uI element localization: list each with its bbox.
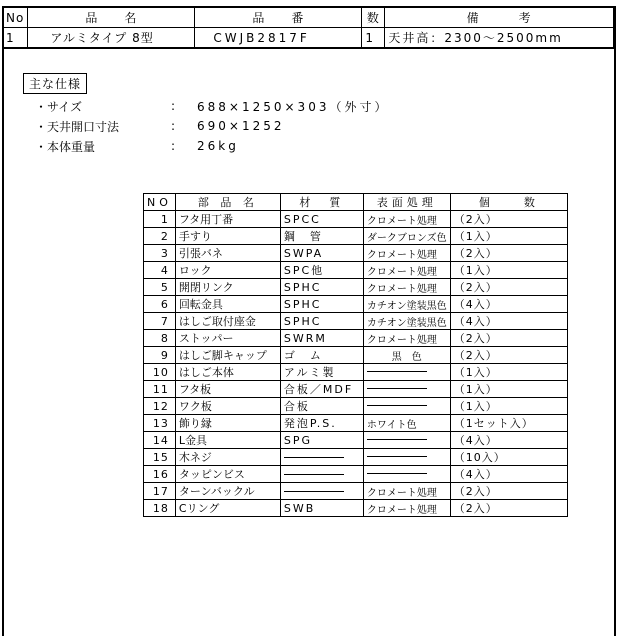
part-qty: （2入） bbox=[450, 279, 567, 296]
part-qty: （1入） bbox=[450, 262, 567, 279]
part-finish: クロメート処理 bbox=[363, 483, 450, 500]
part-qty: （2入） bbox=[450, 347, 567, 364]
product-header-table bbox=[2, 6, 614, 49]
part-qty: （1入） bbox=[450, 228, 567, 245]
spec-value: 688×1250×303（外寸） bbox=[197, 99, 390, 114]
part-material bbox=[280, 483, 363, 500]
part-finish bbox=[363, 466, 450, 483]
part-material: SWRM bbox=[280, 330, 363, 347]
part-no: 10 bbox=[144, 364, 176, 381]
part-name: タッピンビス bbox=[175, 466, 280, 483]
part-material: SPC他 bbox=[280, 262, 363, 279]
part-no: 2 bbox=[144, 228, 176, 245]
part-name: 回転金具 bbox=[175, 296, 280, 313]
part-material: SPHC bbox=[280, 313, 363, 330]
part-no: 18 bbox=[144, 500, 176, 517]
part-material: 合板 bbox=[280, 398, 363, 415]
product-name: アルミタイプ 8型 bbox=[28, 28, 195, 49]
summary-label: 主な仕様 bbox=[23, 73, 87, 94]
parts-header-finish: 表面処理 bbox=[363, 194, 450, 211]
table-row bbox=[144, 398, 568, 415]
blank-dash bbox=[367, 371, 427, 372]
part-finish: クロメート処理 bbox=[363, 245, 450, 262]
part-qty: （4入） bbox=[450, 296, 567, 313]
product-remark: 天井高：2300〜2500mm bbox=[385, 28, 614, 49]
header-name: 品 名 bbox=[28, 7, 195, 28]
part-material: SWPA bbox=[280, 245, 363, 262]
table-row bbox=[144, 347, 568, 364]
table-row bbox=[144, 262, 568, 279]
table-row bbox=[144, 415, 568, 432]
parts-header-no: NO bbox=[144, 194, 176, 211]
part-no: 12 bbox=[144, 398, 176, 415]
spec-row: ・天井開口寸法 : 690×1252 bbox=[35, 119, 285, 134]
spec-value: 26kg bbox=[197, 139, 239, 153]
part-material: 合板／MDF bbox=[280, 381, 363, 398]
part-name: ターンバックル bbox=[175, 483, 280, 500]
part-finish bbox=[363, 381, 450, 398]
part-no: 14 bbox=[144, 432, 176, 449]
part-finish bbox=[363, 449, 450, 466]
spec-label: ・本体重量 bbox=[35, 139, 96, 154]
part-name: ロック bbox=[175, 262, 280, 279]
spec-list bbox=[35, 96, 389, 156]
table-row bbox=[144, 364, 568, 381]
product-no: 1 bbox=[3, 28, 28, 49]
part-finish: ダークブロンズ色 bbox=[363, 228, 450, 245]
part-material bbox=[280, 466, 363, 483]
part-name: フタ用丁番 bbox=[175, 211, 280, 228]
part-no: 15 bbox=[144, 449, 176, 466]
part-qty: （2入） bbox=[450, 211, 567, 228]
parts-table bbox=[143, 193, 568, 517]
part-no: 8 bbox=[144, 330, 176, 347]
blank-dash bbox=[367, 388, 427, 389]
part-name: 飾り縁 bbox=[175, 415, 280, 432]
table-row bbox=[144, 279, 568, 296]
header-row bbox=[3, 7, 614, 28]
blank-dash bbox=[367, 439, 427, 440]
part-finish: クロメート処理 bbox=[363, 279, 450, 296]
part-name: ワク板 bbox=[175, 398, 280, 415]
blank-dash bbox=[284, 457, 344, 458]
product-qty: 1 bbox=[362, 28, 385, 49]
part-qty: （1入） bbox=[450, 398, 567, 415]
part-material: SPHC bbox=[280, 296, 363, 313]
part-material: 発泡P.S. bbox=[280, 415, 363, 432]
part-no: 1 bbox=[144, 211, 176, 228]
header-qty: 数 bbox=[362, 7, 385, 28]
part-qty: （1入） bbox=[450, 381, 567, 398]
part-name: 手すり bbox=[175, 228, 280, 245]
table-row bbox=[144, 211, 568, 228]
part-qty: （1入） bbox=[450, 364, 567, 381]
part-no: 11 bbox=[144, 381, 176, 398]
part-qty: （4入） bbox=[450, 313, 567, 330]
part-material: SPCC bbox=[280, 211, 363, 228]
part-finish: カチオン塗装黒色 bbox=[363, 296, 450, 313]
part-finish bbox=[363, 364, 450, 381]
part-material bbox=[280, 449, 363, 466]
blank-dash bbox=[284, 474, 344, 475]
blank-dash bbox=[367, 405, 427, 406]
part-no: 4 bbox=[144, 262, 176, 279]
part-name: ストッパー bbox=[175, 330, 280, 347]
part-name: 木ネジ bbox=[175, 449, 280, 466]
part-name: はしご脚キャップ bbox=[175, 347, 280, 364]
part-material: SPG bbox=[280, 432, 363, 449]
part-no: 13 bbox=[144, 415, 176, 432]
part-qty: （10入） bbox=[450, 449, 567, 466]
parts-header-qty: 個 数 bbox=[450, 194, 567, 211]
part-qty: （2入） bbox=[450, 245, 567, 262]
part-finish: クロメート処理 bbox=[363, 500, 450, 517]
blank-dash bbox=[367, 473, 427, 474]
part-no: 7 bbox=[144, 313, 176, 330]
parts-header-row bbox=[144, 194, 568, 211]
table-row bbox=[144, 228, 568, 245]
part-material: SPHC bbox=[280, 279, 363, 296]
table-row bbox=[144, 296, 568, 313]
part-name: Cリング bbox=[175, 500, 280, 517]
part-name: 引張バネ bbox=[175, 245, 280, 262]
part-qty: （4入） bbox=[450, 466, 567, 483]
table-row bbox=[144, 449, 568, 466]
spec-label: ・天井開口寸法 bbox=[35, 119, 120, 134]
part-qty: （2入） bbox=[450, 500, 567, 517]
part-finish: クロメート処理 bbox=[363, 330, 450, 347]
part-material: 鋼 管 bbox=[280, 228, 363, 245]
table-row bbox=[144, 432, 568, 449]
blank-dash bbox=[284, 491, 344, 492]
spec-row: ・サイズ : 688×1250×303（外寸） bbox=[35, 99, 390, 114]
table-row bbox=[144, 483, 568, 500]
table-row bbox=[144, 466, 568, 483]
table-row bbox=[144, 381, 568, 398]
part-finish: カチオン塗装黒色 bbox=[363, 313, 450, 330]
part-finish bbox=[363, 398, 450, 415]
part-material: アルミ製 bbox=[280, 364, 363, 381]
table-row bbox=[144, 313, 568, 330]
parts-header-material: 材 質 bbox=[280, 194, 363, 211]
part-finish: 黒 色 bbox=[363, 347, 450, 364]
part-finish: クロメート処理 bbox=[363, 211, 450, 228]
table-row bbox=[144, 330, 568, 347]
part-finish: ホワイト色 bbox=[363, 415, 450, 432]
part-material: SWB bbox=[280, 500, 363, 517]
part-qty: （4入） bbox=[450, 432, 567, 449]
header-code: 品 番 bbox=[195, 7, 362, 28]
part-qty: （1セット入） bbox=[450, 415, 567, 432]
part-no: 5 bbox=[144, 279, 176, 296]
blank-dash bbox=[367, 456, 427, 457]
part-name: はしご取付座金 bbox=[175, 313, 280, 330]
part-material: ゴ ム bbox=[280, 347, 363, 364]
spec-label: ・サイズ bbox=[35, 99, 83, 114]
part-qty: （2入） bbox=[450, 483, 567, 500]
part-finish bbox=[363, 432, 450, 449]
part-name: はしご本体 bbox=[175, 364, 280, 381]
spec-value: 690×1252 bbox=[197, 119, 285, 133]
spec-row: ・本体重量 : 26kg bbox=[35, 139, 239, 154]
part-no: 16 bbox=[144, 466, 176, 483]
part-name: L金具 bbox=[175, 432, 280, 449]
header-no: No bbox=[3, 7, 28, 28]
parts-header-name: 部 品 名 bbox=[175, 194, 280, 211]
part-no: 3 bbox=[144, 245, 176, 262]
part-no: 17 bbox=[144, 483, 176, 500]
part-name: 開閉リンク bbox=[175, 279, 280, 296]
table-row bbox=[144, 500, 568, 517]
part-name: フタ板 bbox=[175, 381, 280, 398]
product-row bbox=[3, 28, 614, 49]
part-qty: （2入） bbox=[450, 330, 567, 347]
product-code: CWJB2817F bbox=[195, 28, 362, 49]
part-no: 6 bbox=[144, 296, 176, 313]
part-finish: クロメート処理 bbox=[363, 262, 450, 279]
header-remark: 備 考 bbox=[385, 7, 614, 28]
part-no: 9 bbox=[144, 347, 176, 364]
table-row bbox=[144, 245, 568, 262]
